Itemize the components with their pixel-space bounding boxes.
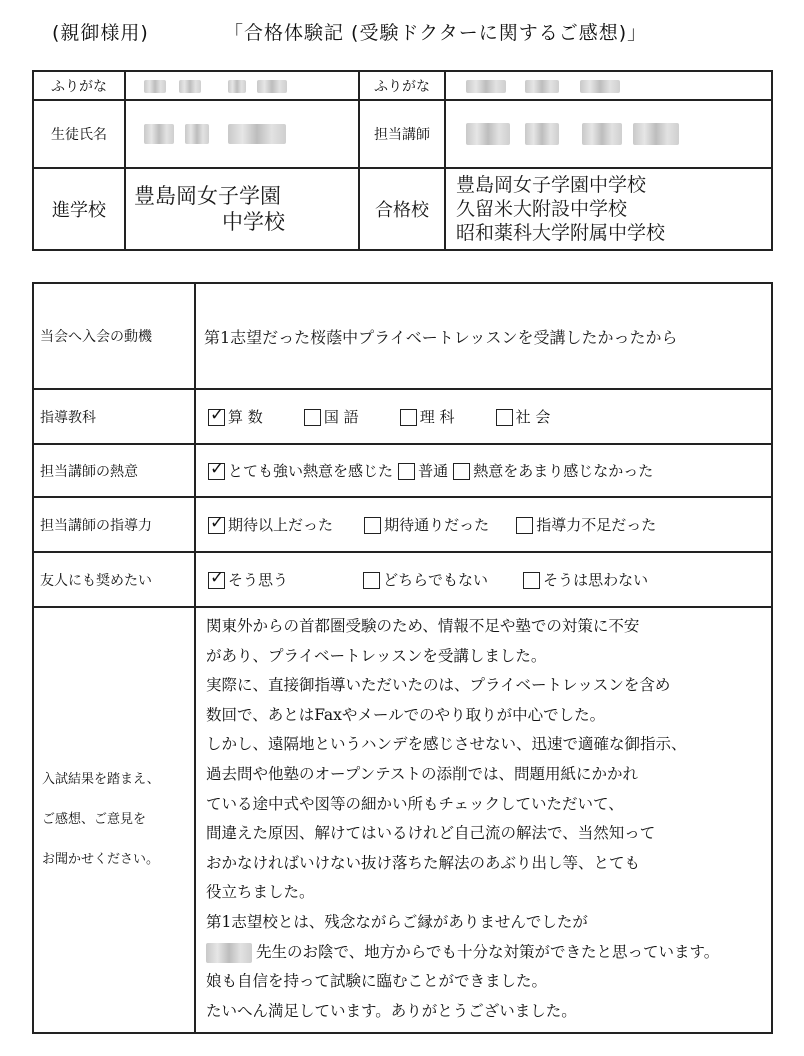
comment-line: 数回で、あとはFaxやメールでのやり取りが中心でした。 bbox=[206, 705, 606, 724]
school-value bbox=[125, 168, 359, 250]
subject-label: 指導教科 bbox=[33, 389, 195, 444]
teacher-label: 担当講師 bbox=[359, 100, 445, 168]
motive-value: 第1志望だった桜蔭中プライベートレッスンを受講したかったから bbox=[195, 283, 772, 389]
recommend-label: 友人にも奨めたい bbox=[33, 552, 195, 607]
checkbox-unchecked[interactable] bbox=[363, 572, 380, 589]
subject-science-label: 理 科 bbox=[419, 408, 455, 426]
teacher-name-redacted bbox=[206, 943, 252, 963]
comment-label-line-2: ご感想、ご意見を bbox=[42, 812, 147, 827]
comment-line: おかなければいけない抜け落ちた解法のあぶり出し等、とても bbox=[206, 853, 641, 872]
recommend-no-option[interactable] bbox=[523, 569, 648, 590]
comment-line: 役立ちました。 bbox=[206, 883, 315, 902]
recommend-yes-label: そう思う bbox=[228, 571, 289, 589]
checkbox-unchecked[interactable] bbox=[398, 463, 415, 480]
recommend-yes-option[interactable] bbox=[208, 569, 288, 590]
passed-school-3: 昭和薬科大学附属中学校 bbox=[456, 222, 666, 244]
school-label: 進学校 bbox=[33, 168, 125, 250]
school-line-1: 豊島岡女子学園 bbox=[134, 184, 281, 208]
comment-line: 過去問や他塾のオープンテストの添削では、問題用紙にかかれ bbox=[206, 764, 638, 783]
passed-school-2: 久留米大附設中学校 bbox=[456, 198, 628, 220]
comment-line-with-name bbox=[206, 938, 765, 968]
comment-line: ている途中式や図等の細かい所もチェックしていただいて、 bbox=[206, 794, 624, 813]
comment-line: 娘も自信を持って試験に臨むことができました。 bbox=[206, 972, 548, 991]
ability-above-label: 期待以上だった bbox=[228, 516, 334, 534]
furigana-label-student: ふりがな bbox=[33, 71, 125, 100]
comment-line-text: 先生のお陰で、地方からでも十分な対策ができたと思っています。 bbox=[256, 942, 720, 961]
enthusiasm-strong-label: とても強い熱意を感じた bbox=[228, 462, 394, 480]
checkbox-unchecked[interactable] bbox=[523, 572, 540, 589]
comment-label-line-3: お聞かせください。 bbox=[42, 852, 160, 867]
comment-line: 間違えた原因、解けてはいるけれど自己流の解法で、当然知って bbox=[206, 824, 656, 843]
subject-science-option[interactable] bbox=[400, 406, 455, 427]
teacher-furigana-redacted bbox=[445, 71, 772, 100]
checkbox-checked[interactable] bbox=[208, 572, 225, 589]
ability-label: 担当講師の指導力 bbox=[33, 497, 195, 552]
checkbox-checked[interactable] bbox=[208, 409, 225, 426]
enthusiasm-weak-option[interactable] bbox=[453, 460, 653, 481]
enthusiasm-normal-label: 普通 bbox=[418, 462, 449, 480]
subject-social-option[interactable] bbox=[496, 406, 551, 427]
recommend-neutral-option[interactable] bbox=[363, 569, 488, 590]
passed-label: 合格校 bbox=[359, 168, 445, 250]
ability-expected-label: 期待通りだった bbox=[384, 516, 490, 534]
checkbox-unchecked[interactable] bbox=[364, 517, 381, 534]
recommend-no-label: そうは思わない bbox=[543, 571, 649, 589]
subject-japanese-option[interactable] bbox=[304, 406, 359, 427]
subject-options bbox=[195, 389, 772, 444]
ability-above-option[interactable] bbox=[208, 514, 333, 535]
checkbox-unchecked[interactable] bbox=[304, 409, 321, 426]
comment-body bbox=[195, 607, 772, 1033]
school-line-2: 中学校 bbox=[222, 210, 285, 234]
student-name-label: 生徒氏名 bbox=[33, 100, 125, 168]
comment-label bbox=[33, 607, 195, 1033]
recommend-options bbox=[195, 552, 772, 607]
header-left: (親御様用) bbox=[52, 22, 149, 44]
comment-label-line-1: 入試結果を踏まえ、 bbox=[42, 772, 160, 787]
subject-social-label: 社 会 bbox=[515, 408, 551, 426]
motive-label: 当会へ入会の動機 bbox=[33, 283, 195, 389]
enthusiasm-strong-option[interactable] bbox=[208, 460, 393, 481]
checkbox-checked[interactable] bbox=[208, 463, 225, 480]
teacher-name-redacted bbox=[445, 100, 772, 168]
comment-line: 関東外からの首都圏受験のため、情報不足や塾での対策に不安 bbox=[206, 617, 640, 635]
enthusiasm-label: 担当講師の熱意 bbox=[33, 444, 195, 497]
checkbox-unchecked[interactable] bbox=[400, 409, 417, 426]
comment-line: があり、プライベートレッスンを受講しました。 bbox=[206, 646, 547, 665]
comment-line: 実際に、直接御指導いただいたのは、プライベートレッスンを含め bbox=[206, 676, 671, 695]
subject-japanese-label: 国 語 bbox=[323, 408, 359, 426]
comment-line: たいへん満足しています。ありがとうございました。 bbox=[206, 1001, 577, 1020]
ability-expected-option[interactable] bbox=[364, 514, 489, 535]
ability-lacking-label: 指導力不足だった bbox=[536, 516, 657, 534]
checkbox-checked[interactable] bbox=[208, 517, 225, 534]
ability-options bbox=[195, 497, 772, 552]
passed-schools bbox=[445, 168, 772, 250]
enthusiasm-normal-option[interactable] bbox=[398, 460, 448, 481]
header-title: 「合格体験記 (受験ドクターに関するご感想)」 bbox=[224, 22, 648, 44]
passed-school-1: 豊島岡女子学園中学校 bbox=[456, 174, 647, 196]
student-furigana-redacted bbox=[125, 71, 359, 100]
subject-math-option[interactable] bbox=[208, 406, 263, 427]
checkbox-unchecked[interactable] bbox=[516, 517, 533, 534]
survey-table bbox=[32, 282, 773, 1034]
student-name-redacted bbox=[125, 100, 359, 168]
furigana-label-teacher: ふりがな bbox=[359, 71, 445, 100]
subject-math-label: 算 数 bbox=[228, 408, 263, 426]
comment-line: 第1志望校とは、残念ながらご縁がありませんでしたが bbox=[206, 912, 588, 931]
enthusiasm-weak-label: 熱意をあまり感じなかった bbox=[473, 462, 654, 480]
comment-line: しかし、遠隔地というハンデを感じさせない、迅速で適確な御指示、 bbox=[206, 735, 687, 754]
enthusiasm-options bbox=[195, 444, 772, 497]
checkbox-unchecked[interactable] bbox=[453, 463, 470, 480]
checkbox-unchecked[interactable] bbox=[496, 409, 513, 426]
info-table bbox=[32, 70, 773, 251]
recommend-neutral-label: どちらでもない bbox=[383, 571, 488, 589]
ability-lacking-option[interactable] bbox=[516, 514, 656, 535]
